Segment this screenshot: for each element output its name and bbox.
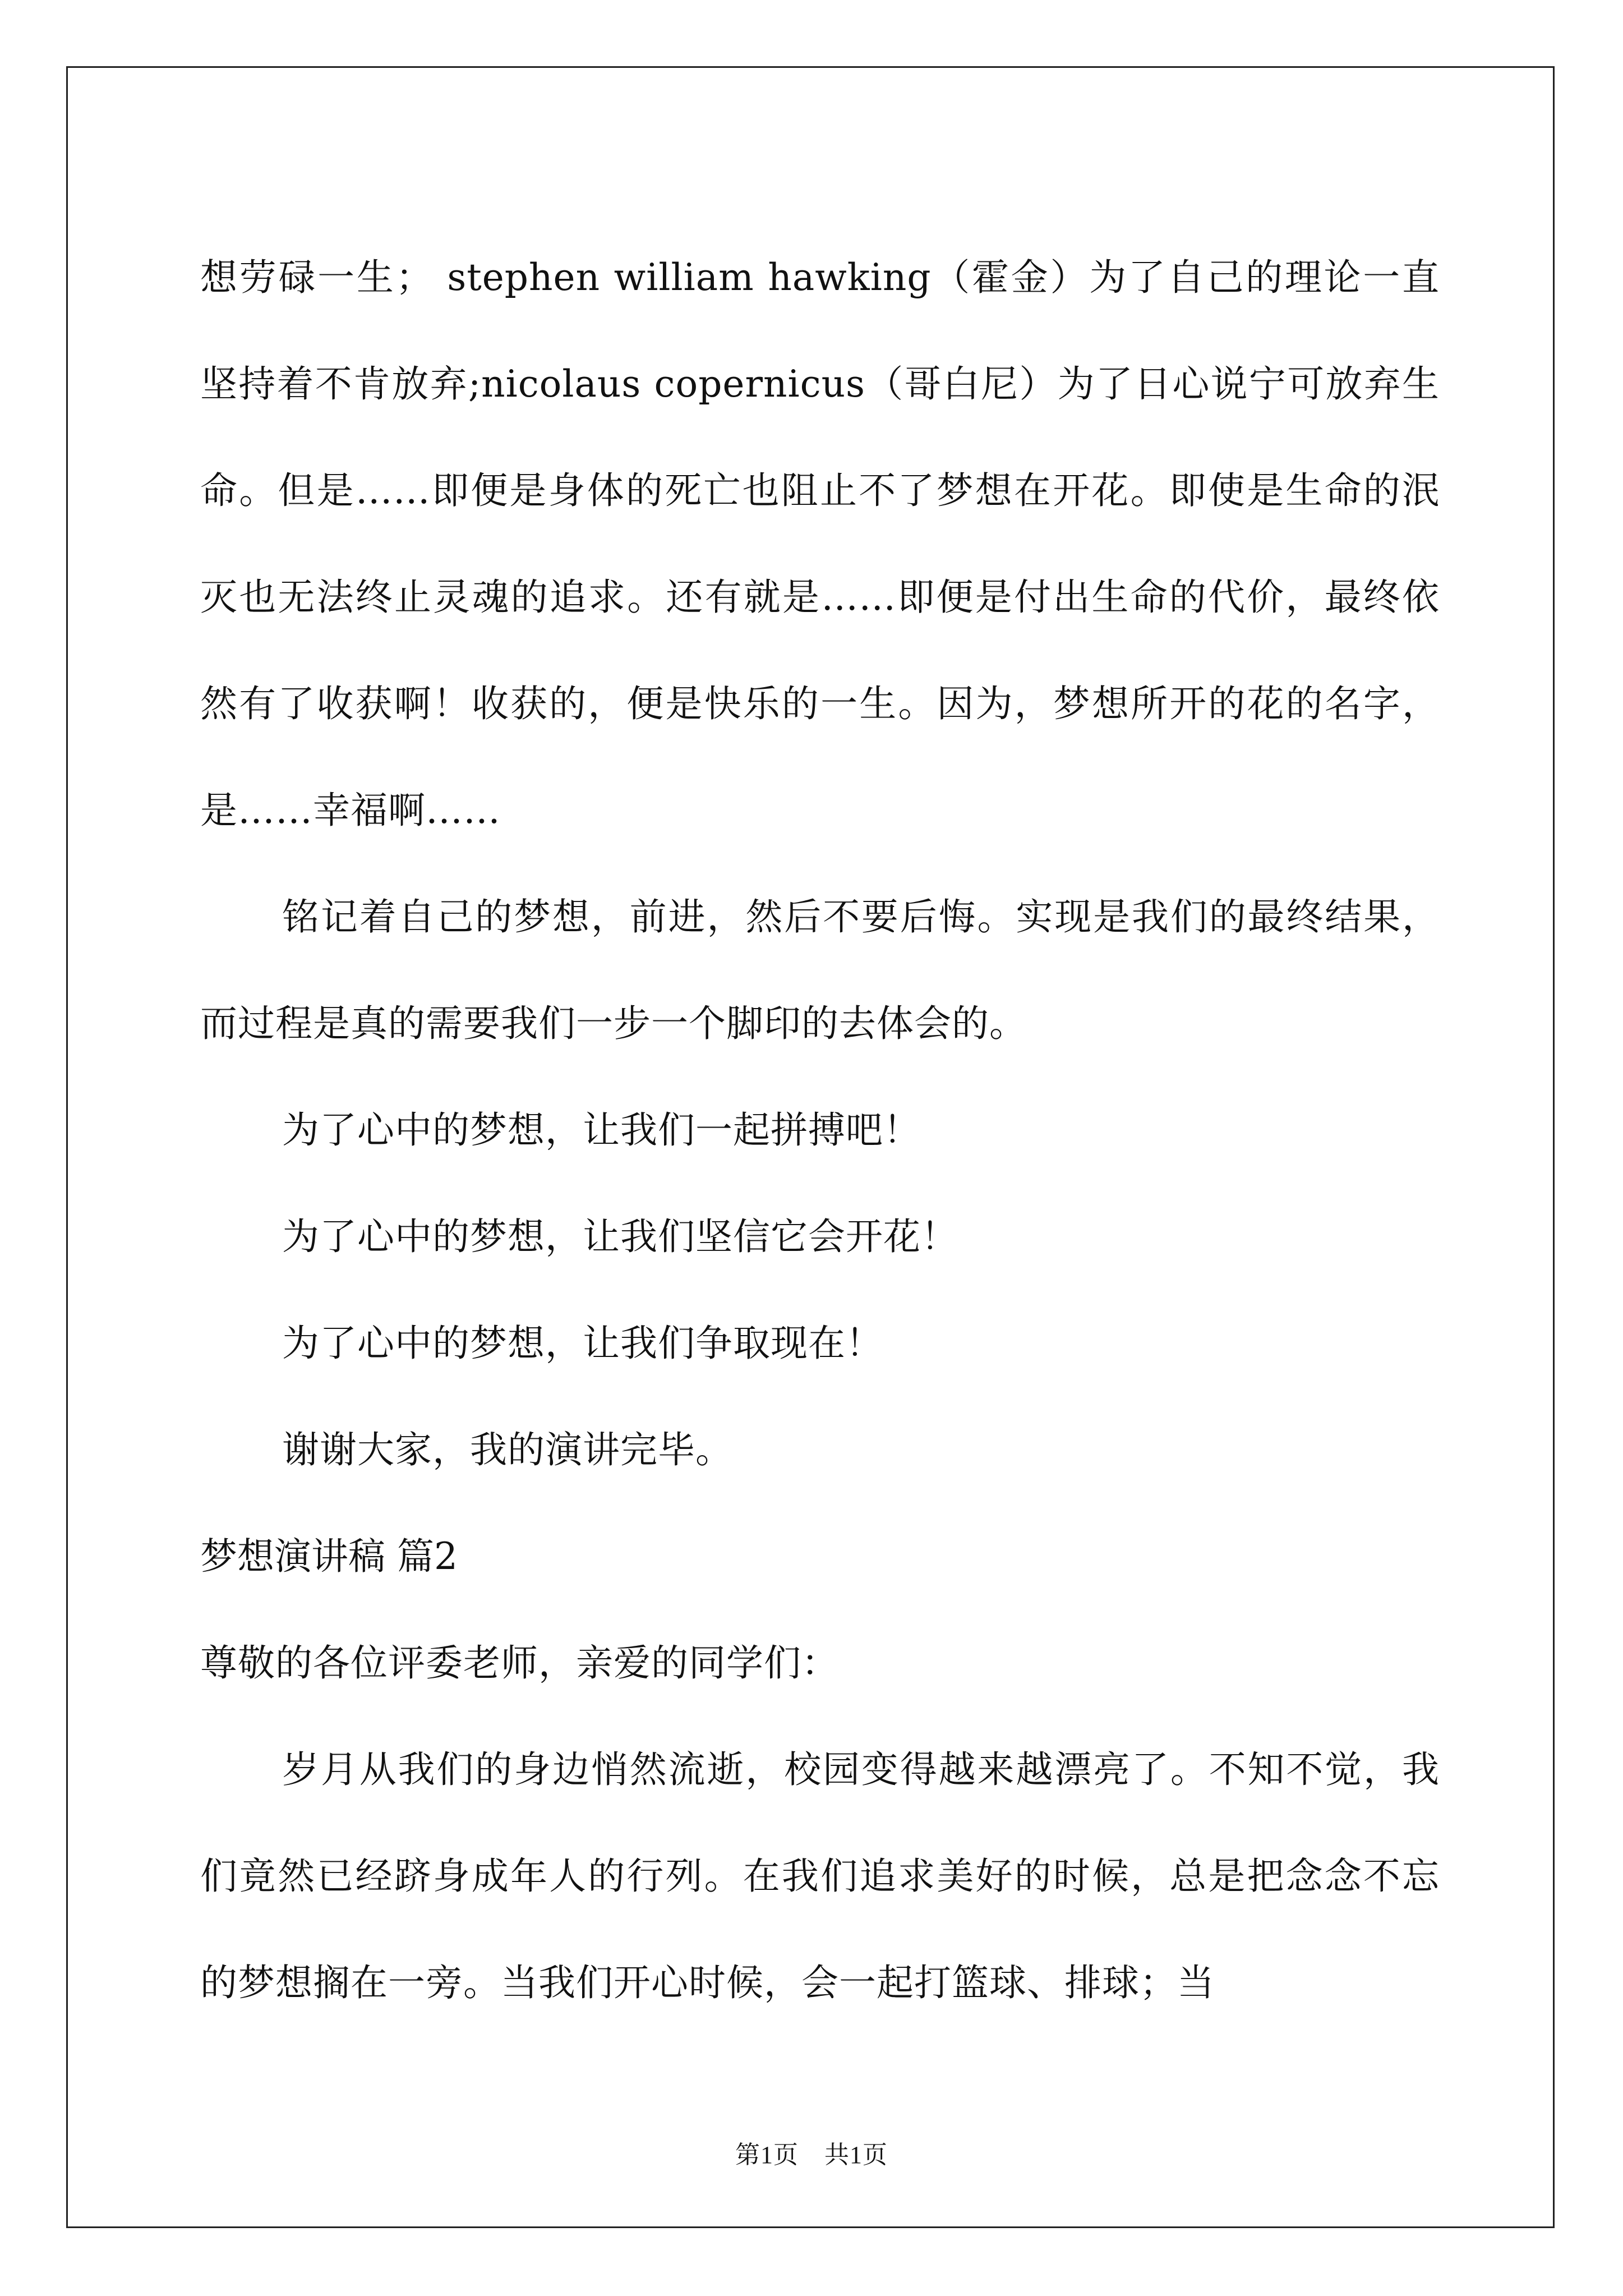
paragraph-continuation: 想劳碌一生； stephen william hawking（霍金）为了自己的理论一直坚持着不肯放弃;nicolaus copernicus（哥白尼）为了日心说宁可放弃生命。但是……即便是身体的死亡也阻止不了梦想在开花。即使是生命的泯灭也无法终止灵魂的追求。还有就是……即便是付出生命的代价，最终依然有了收获啊！收获的，便是快乐的一生。因为，梦想所开的花的名字，是……幸福啊……: [200, 256, 1440, 832]
page-footer: [0, 2134, 1623, 2170]
paragraph-remember-dream: 铭记着自己的梦想，前进，然后不要后悔。实现是我们的最终结果，而过程是真的需要我们一步一个脚印的去体会的。: [200, 895, 1440, 1045]
paragraph-believe: 为了心中的梦想，让我们坚信它会开花！: [282, 1215, 958, 1258]
paragraph-seize: 为了心中的梦想，让我们争取现在！: [282, 1322, 883, 1365]
page-number: 第1页: [735, 2141, 799, 2169]
greeting: 尊敬的各位评委老师，亲爱的同学们：: [200, 1641, 839, 1685]
page-total: 共1页: [824, 2141, 888, 2169]
section-heading: 梦想演讲稿 篇2: [200, 1535, 458, 1578]
paragraph-thanks: 谢谢大家，我的演讲完毕。: [282, 1428, 733, 1471]
paragraph-section2: 岁月从我们的身边悄然流逝，校园变得越来越漂亮了。不知不觉，我们竟然已经跻身成年人的行列。在我们追求美好的时候，总是把念念不忘的梦想搁在一旁。当我们开心时候，会一起打篮球、排球；当: [200, 1748, 1440, 2004]
paragraph-strive: 为了心中的梦想，让我们一起拼搏吧！: [282, 1108, 921, 1152]
document-body: [200, 224, 1440, 2036]
